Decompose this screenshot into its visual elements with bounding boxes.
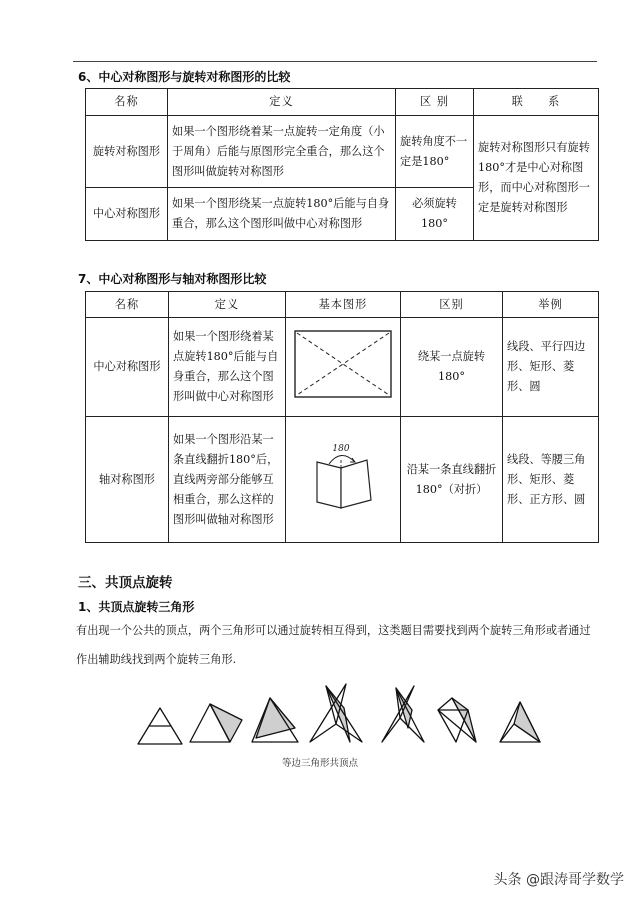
- table-central-vs-rotational: [85, 88, 599, 241]
- table7-row1-name: 中心对称图形: [86, 318, 169, 417]
- table7-row1-difference: 绕某一点旋转180°: [401, 318, 503, 417]
- table7-row1-definition: 如果一个图形绕着某点旋转180°后能与自身重合，那么这个图形叫做中心对称图形: [169, 318, 286, 417]
- triangle-figure-3: [252, 698, 298, 742]
- shared-vertex-triangles-figure: [130, 680, 550, 750]
- table7-row2-definition: 如果一个图形沿某一条直线翻折180°后，直线两旁部分能够互相重合，那么这样的图形叫做轴对称图形: [169, 417, 286, 543]
- table7-row2-example: 线段、等腰三角形、矩形、菱形、正方形、圆: [503, 417, 599, 543]
- triangle-figure-5: [382, 686, 424, 742]
- table6-row1-definition: 如果一个图形绕着某一点旋转一定角度（小于周角）后能与原图形完全重合，那么这个图形叫做旋转对称图形: [168, 116, 396, 188]
- table7-header-definition: 定义: [169, 292, 286, 318]
- figure-caption: 等边三角形共顶点: [281, 758, 358, 769]
- part3-subtitle: 1、共顶点旋转三角形: [78, 600, 195, 614]
- triangle-figure-2: [190, 704, 242, 742]
- header-rule: [73, 61, 597, 62]
- table7-row2-figure: [286, 417, 401, 543]
- triangle-figure-6: [438, 698, 476, 742]
- watermark: 头条 @跟涛哥学数学: [493, 872, 624, 888]
- table6-row1-name: 旋转对称图形: [86, 116, 168, 188]
- table7-header-figure: 基本图形: [286, 292, 401, 318]
- table7-header-difference: 区别: [401, 292, 503, 318]
- section7-title: 7、中心对称图形与轴对称图形比较: [78, 272, 267, 286]
- triangle-figure-1: [138, 708, 182, 744]
- table6-row2-definition: 如果一个图形绕某一点旋转180°后能与自身重合，那么这个图形叫做中心对称图形: [168, 188, 396, 241]
- fold-angle-label: 180: [332, 444, 350, 454]
- part3-title: 三、共顶点旋转: [78, 575, 173, 591]
- section6-title: 6、中心对称图形与旋转对称图形的比较: [78, 70, 291, 84]
- table6-header-definition: 定义: [168, 89, 396, 116]
- part3-paragraph: 有出现一个公共的顶点，两个三角形可以通过旋转相互得到，这类题目需要找到两个旋转三角形或者通过作出辅助线找到两个旋转三角形.: [76, 624, 591, 666]
- folded-paper-figure: [307, 440, 379, 512]
- table6-row1-difference: 旋转角度不一定是180°: [396, 116, 474, 188]
- table6-row2-name: 中心对称图形: [86, 188, 168, 241]
- table6-row2-difference: 必须旋转180°: [396, 188, 474, 241]
- table7-header-name: 名称: [86, 292, 169, 318]
- table6-relation: 旋转对称图形只有旋转180°才是中心对称图形，而中心对称图形一定是旋转对称图形: [474, 116, 599, 241]
- table6-header-relation: 联 系: [474, 89, 599, 116]
- table7-row2-name: 轴对称图形: [86, 417, 169, 543]
- rectangle-diagonals-figure: [293, 329, 393, 399]
- triangle-figure-4: [310, 684, 362, 742]
- table6-header-name: 名称: [86, 89, 168, 116]
- table7-header-example: 举例: [503, 292, 599, 318]
- table-central-vs-axial: [85, 291, 599, 543]
- triangle-figure-7: [500, 702, 540, 742]
- table6-header-difference: 区 别: [396, 89, 474, 116]
- table7-row1-figure: [286, 318, 401, 417]
- table7-row1-example: 线段、平行四边形、矩形、菱形、圆: [503, 318, 599, 417]
- table7-row2-difference: 沿某一条直线翻折180°（对折）: [401, 417, 503, 543]
